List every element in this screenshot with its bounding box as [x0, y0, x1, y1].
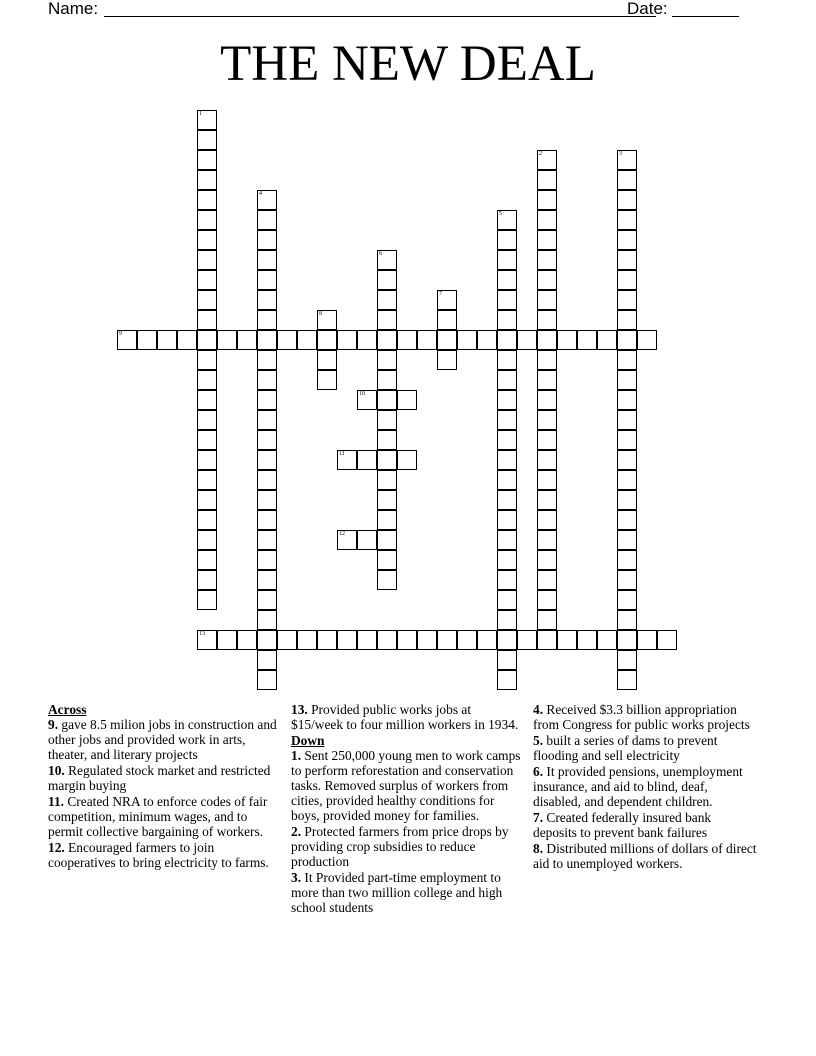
grid-cell[interactable] [377, 250, 397, 270]
grid-cell[interactable] [197, 230, 217, 250]
grid-cell[interactable] [497, 350, 517, 370]
grid-cell[interactable] [597, 330, 617, 350]
clue-number: 10 [359, 391, 365, 397]
grid-cell[interactable] [537, 270, 557, 290]
grid-cell[interactable] [477, 630, 497, 650]
grid-cell[interactable] [257, 330, 277, 350]
grid-cell[interactable] [397, 330, 417, 350]
grid-cell[interactable] [497, 490, 517, 510]
grid-cell[interactable] [537, 550, 557, 570]
clues-column-1 [48, 702, 280, 871]
grid-cell[interactable] [197, 210, 217, 230]
grid-cell[interactable] [437, 630, 457, 650]
grid-cell[interactable] [497, 470, 517, 490]
grid-cell[interactable] [257, 470, 277, 490]
clue-down-3: 3. It Provided part-time employment to more than two million college and high school students [291, 870, 503, 915]
grid-cell[interactable] [617, 250, 637, 270]
grid-cell[interactable] [577, 330, 597, 350]
grid-cell[interactable] [397, 630, 417, 650]
grid-cell[interactable] [537, 410, 557, 430]
grid-cell[interactable] [537, 370, 557, 390]
grid-cell[interactable] [357, 630, 377, 650]
grid-cell[interactable] [497, 650, 517, 670]
grid-cell[interactable] [217, 330, 237, 350]
grid-cell[interactable] [457, 630, 477, 650]
clue-number: 12 [339, 531, 345, 537]
grid-cell[interactable] [597, 630, 617, 650]
grid-cell[interactable] [537, 470, 557, 490]
grid-cell[interactable] [377, 290, 397, 310]
grid-cell[interactable] [377, 490, 397, 510]
grid-cell[interactable] [617, 330, 637, 350]
clues-column-2 [291, 702, 523, 916]
grid-cell[interactable] [257, 350, 277, 370]
grid-cell[interactable] [617, 450, 637, 470]
grid-cell[interactable] [617, 370, 637, 390]
grid-cell[interactable] [197, 490, 217, 510]
grid-cell[interactable] [497, 270, 517, 290]
grid-cell[interactable] [317, 330, 337, 350]
grid-cell[interactable] [537, 310, 557, 330]
page-title: THE NEW DEAL [220, 36, 596, 92]
grid-cell[interactable] [617, 590, 637, 610]
clue-down-4: 4. Received $3.3 billion appropriation from Congress for public works projects [533, 702, 750, 732]
grid-cell[interactable] [257, 250, 277, 270]
clue-across-12: 12. Encouraged farmers to join cooperatives to bring electricity to farms. [48, 840, 269, 870]
clue-number: 11 [339, 451, 345, 457]
grid-cell[interactable] [497, 550, 517, 570]
grid-cell[interactable] [497, 590, 517, 610]
grid-cell[interactable] [197, 590, 217, 610]
grid-cell[interactable] [537, 630, 557, 650]
grid-cell[interactable] [497, 510, 517, 530]
grid-cell[interactable] [157, 330, 177, 350]
grid-cell[interactable] [617, 610, 637, 630]
grid-cell[interactable] [317, 350, 337, 370]
grid-cell[interactable] [257, 270, 277, 290]
grid-cell[interactable] [497, 250, 517, 270]
grid-cell[interactable] [197, 630, 217, 650]
grid-cell[interactable] [537, 290, 557, 310]
grid-cell[interactable] [197, 390, 217, 410]
grid-cell[interactable] [537, 490, 557, 510]
grid-cell[interactable] [377, 550, 397, 570]
grid-cell[interactable] [497, 530, 517, 550]
grid-cell[interactable] [357, 390, 377, 410]
grid-cell[interactable] [257, 630, 277, 650]
grid-cell[interactable] [357, 330, 377, 350]
grid-cell[interactable] [197, 150, 217, 170]
grid-cell[interactable] [437, 350, 457, 370]
grid-cell[interactable] [237, 330, 257, 350]
grid-cell[interactable] [197, 330, 217, 350]
grid-cell[interactable] [377, 350, 397, 370]
grid-cell[interactable] [617, 490, 637, 510]
grid-cell[interactable] [637, 330, 657, 350]
clue-number: 1 [199, 111, 202, 117]
grid-cell[interactable] [517, 630, 537, 650]
grid-cell[interactable] [257, 590, 277, 610]
grid-cell[interactable] [617, 150, 637, 170]
grid-cell[interactable] [617, 630, 637, 650]
grid-cell[interactable] [377, 330, 397, 350]
grid-cell[interactable] [637, 630, 657, 650]
grid-cell[interactable] [617, 310, 637, 330]
grid-cell[interactable] [257, 190, 277, 210]
grid-cell[interactable] [237, 630, 257, 650]
grid-cell[interactable] [537, 610, 557, 630]
grid-cell[interactable] [537, 590, 557, 610]
grid-cell[interactable] [437, 290, 457, 310]
grid-cell[interactable] [197, 510, 217, 530]
grid-cell[interactable] [537, 190, 557, 210]
grid-cell[interactable] [197, 470, 217, 490]
grid-cell[interactable] [417, 630, 437, 650]
grid-cell[interactable] [137, 330, 157, 350]
grid-cell[interactable] [197, 110, 217, 130]
clue-down-6: 6. It provided pensions, unemployment insurance, and aid to blind, deaf, disabled, and dependent children. [533, 764, 743, 809]
grid-cell[interactable] [497, 410, 517, 430]
grid-cell[interactable] [177, 330, 197, 350]
grid-cell[interactable] [217, 630, 237, 650]
grid-cell[interactable] [257, 310, 277, 330]
grid-cell[interactable] [197, 430, 217, 450]
grid-cell[interactable] [197, 130, 217, 150]
grid-cell[interactable] [617, 230, 637, 250]
grid-cell[interactable] [617, 470, 637, 490]
grid-cell[interactable] [617, 670, 637, 690]
date-label: Date: [627, 0, 668, 18]
name-label: Name: [48, 0, 99, 18]
grid-cell[interactable] [617, 550, 637, 570]
grid-cell[interactable] [197, 450, 217, 470]
grid-cell[interactable] [617, 430, 637, 450]
clue-number: 3 [619, 151, 622, 157]
grid-cell[interactable] [497, 290, 517, 310]
clue-number: 4 [259, 191, 262, 197]
grid-cell[interactable] [417, 330, 437, 350]
grid-cell[interactable] [337, 450, 357, 470]
grid-cell[interactable] [357, 450, 377, 470]
grid-cell[interactable] [497, 630, 517, 650]
grid-cell[interactable] [617, 570, 637, 590]
grid-cell[interactable] [197, 370, 217, 390]
grid-cell[interactable] [497, 450, 517, 470]
grid-cell[interactable] [197, 410, 217, 430]
grid-cell[interactable] [557, 330, 577, 350]
grid-cell[interactable] [257, 410, 277, 430]
grid-cell[interactable] [617, 190, 637, 210]
grid-cell[interactable] [377, 310, 397, 330]
grid-cell[interactable] [497, 330, 517, 350]
grid-cell[interactable] [117, 330, 137, 350]
grid-cell[interactable] [317, 310, 337, 330]
grid-cell[interactable] [317, 630, 337, 650]
grid-cell[interactable] [617, 410, 637, 430]
grid-cell[interactable] [197, 570, 217, 590]
grid-cell[interactable] [537, 350, 557, 370]
grid-cell[interactable] [377, 570, 397, 590]
grid-cell[interactable] [497, 230, 517, 250]
grid-cell[interactable] [437, 330, 457, 350]
clue-down-2: 2. Protected farmers from price drops by providing crop subsidies to reduce production [291, 824, 509, 869]
grid-cell[interactable] [617, 350, 637, 370]
grid-cell[interactable] [377, 410, 397, 430]
clue-across-11: 11. Created NRA to enforce codes of fair competition, minimum wages, and to permit collective bargaining of workers. [48, 794, 268, 839]
grid-cell[interactable] [377, 470, 397, 490]
grid-cell[interactable] [537, 430, 557, 450]
grid-cell[interactable] [377, 370, 397, 390]
grid-cell[interactable] [617, 210, 637, 230]
grid-cell[interactable] [497, 370, 517, 390]
clue-number: 6 [379, 251, 382, 257]
clue-across-10: 10. Regulated stock market and restricted margin buying [48, 763, 271, 793]
grid-cell[interactable] [477, 330, 497, 350]
grid-cell[interactable] [317, 370, 337, 390]
grid-cell[interactable] [277, 630, 297, 650]
grid-cell[interactable] [617, 650, 637, 670]
grid-cell[interactable] [577, 630, 597, 650]
grid-cell[interactable] [617, 510, 637, 530]
grid-cell[interactable] [257, 550, 277, 570]
grid-cell[interactable] [337, 630, 357, 650]
grid-cell[interactable] [537, 250, 557, 270]
grid-cell[interactable] [257, 650, 277, 670]
grid-cell[interactable] [257, 450, 277, 470]
clue-across-9: 9. gave 8.5 milion jobs in construction and other jobs and provided work in arts, theater, and literary projects [48, 717, 277, 762]
grid-cell[interactable] [617, 270, 637, 290]
grid-cell[interactable] [197, 290, 217, 310]
clue-down-8: 8. Distributed millions of dollars of direct aid to unemployed workers. [533, 841, 757, 871]
grid-cell[interactable] [257, 610, 277, 630]
grid-cell[interactable] [537, 450, 557, 470]
grid-cell[interactable] [657, 630, 677, 650]
grid-cell[interactable] [377, 390, 397, 410]
clue-number: 5 [499, 211, 502, 217]
grid-cell[interactable] [197, 170, 217, 190]
grid-cell[interactable] [537, 530, 557, 550]
grid-cell[interactable] [257, 290, 277, 310]
grid-cell[interactable] [517, 330, 537, 350]
grid-cell[interactable] [197, 350, 217, 370]
grid-cell[interactable] [257, 390, 277, 410]
grid-cell[interactable] [197, 250, 217, 270]
grid-cell[interactable] [197, 550, 217, 570]
down-heading: Down [291, 733, 325, 748]
grid-cell[interactable] [617, 530, 637, 550]
clue-down-5: 5. built a series of dams to prevent flooding and sell electricity [533, 733, 718, 763]
clue-down-7: 7. Created federally insured bank deposits to prevent bank failures [533, 810, 712, 840]
grid-cell[interactable] [537, 330, 557, 350]
grid-cell[interactable] [497, 570, 517, 590]
grid-cell[interactable] [537, 390, 557, 410]
grid-cell[interactable] [257, 210, 277, 230]
clue-down-1: 1. Sent 250,000 young men to work camps to perform reforestation and conservation tasks. Removed surplus of workers from cities, provided healthy conditions for boys, provided money for families. [291, 748, 521, 823]
grid-cell[interactable] [337, 330, 357, 350]
grid-cell[interactable] [337, 530, 357, 550]
grid-cell[interactable] [357, 530, 377, 550]
grid-cell[interactable] [537, 510, 557, 530]
grid-cell[interactable] [257, 490, 277, 510]
clue-across-13: 13. Provided public works jobs at $15/week to four million workers in 1934. [291, 702, 519, 732]
grid-cell[interactable] [257, 510, 277, 530]
clues-column-3 [533, 702, 758, 872]
grid-cell[interactable] [257, 530, 277, 550]
grid-cell[interactable] [497, 430, 517, 450]
grid-cell[interactable] [617, 390, 637, 410]
grid-cell[interactable] [497, 310, 517, 330]
grid-cell[interactable] [537, 570, 557, 590]
clue-number: 13 [199, 631, 205, 637]
grid-cell[interactable] [537, 230, 557, 250]
grid-cell[interactable] [377, 450, 397, 470]
grid-cell[interactable] [497, 610, 517, 630]
grid-cell[interactable] [397, 390, 417, 410]
grid-cell[interactable] [377, 270, 397, 290]
grid-cell[interactable] [617, 290, 637, 310]
grid-cell[interactable] [297, 330, 317, 350]
grid-cell[interactable] [257, 230, 277, 250]
clue-number: 8 [319, 311, 322, 317]
grid-cell[interactable] [397, 450, 417, 470]
across-heading: Across [48, 702, 87, 717]
grid-cell[interactable] [197, 190, 217, 210]
clue-number: 9 [119, 331, 122, 337]
grid-cell[interactable] [557, 630, 577, 650]
grid-cell[interactable] [377, 530, 397, 550]
grid-cell[interactable] [497, 390, 517, 410]
grid-cell[interactable] [497, 670, 517, 690]
grid-cell[interactable] [537, 150, 557, 170]
grid-cell[interactable] [497, 210, 517, 230]
grid-cell[interactable] [257, 370, 277, 390]
grid-cell[interactable] [377, 510, 397, 530]
clue-number: 2 [539, 151, 542, 157]
grid-cell[interactable] [197, 270, 217, 290]
grid-cell[interactable] [257, 670, 277, 690]
grid-cell[interactable] [437, 310, 457, 330]
grid-cell[interactable] [377, 430, 397, 450]
grid-cell[interactable] [197, 310, 217, 330]
grid-cell[interactable] [457, 330, 477, 350]
grid-cell[interactable] [377, 630, 397, 650]
grid-cell[interactable] [537, 210, 557, 230]
grid-cell[interactable] [197, 530, 217, 550]
grid-cell[interactable] [617, 170, 637, 190]
grid-cell[interactable] [297, 630, 317, 650]
grid-cell[interactable] [277, 330, 297, 350]
clue-number: 7 [439, 291, 442, 297]
grid-cell[interactable] [257, 430, 277, 450]
grid-cell[interactable] [257, 570, 277, 590]
grid-cell[interactable] [537, 170, 557, 190]
